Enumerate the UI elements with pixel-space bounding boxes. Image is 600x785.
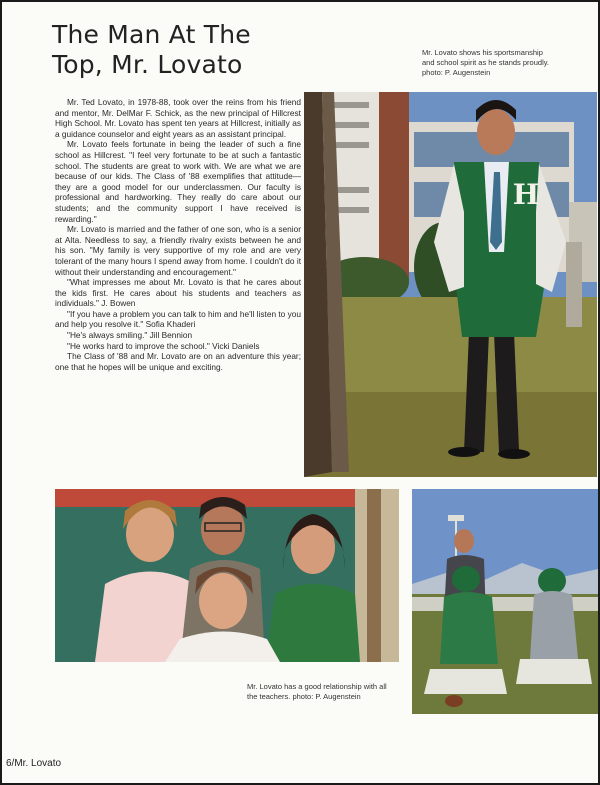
title-line-1: The Man At The xyxy=(52,20,251,49)
article-paragraph: Mr. Ted Lovato, in 1978-88, took over the reins from his friend and mentor, Mr. DelMar F. Schick, as the new principal of Hillcrest High School. Mr. Lovato has spent ten years at Hillcrest, initially as a guidance counselor and eight years as an assistant principal. xyxy=(55,97,301,139)
article-body xyxy=(55,97,301,372)
teachers-photo-caption xyxy=(247,682,412,702)
football-photo xyxy=(412,489,598,714)
article-paragraph: "What impresses me about Mr. Lovato is that he cares about the kids first. He cares about his students and teachers as individuals." J. Bowen xyxy=(55,277,301,309)
caption-line-1: Mr. Lovato has a good relationship with all xyxy=(247,682,387,691)
caption-line-3: photo: P. Augenstein xyxy=(422,68,491,77)
article-paragraph: "He works hard to improve the school." Vicki Daniels xyxy=(67,340,260,351)
caption-line-2: and school spirit as he stands proudly. xyxy=(422,58,550,67)
title-line-2: Top, Mr. Lovato xyxy=(52,50,243,79)
article-paragraph: "If you have a problem you can talk to him and he'll listen to you and help you resolve it." Sofia Khaderi xyxy=(55,308,301,330)
caption-line-2: the teachers. photo: P. Augenstein xyxy=(247,692,361,701)
caption-line-1: Mr. Lovato shows his sportsmanship xyxy=(422,48,543,57)
article-paragraph: Mr. Lovato feels fortunate in being the leader of such a fine school as Hillcrest. "I feel very fortunate to be at such a fantastic school. The students are great to work with. We are what we are because of our kids. The Class of '88 exemplifies that attitude— they are a good model for our underclassmen. Our faculty is professional and hardworking. They really do care about our students; and the community support I have received is rewarding." xyxy=(55,139,301,224)
article-paragraph: The Class of '88 and Mr. Lovato are on an adventure this year; one that he hopes will be unique and exciting. xyxy=(55,351,301,372)
page-folio: 6/Mr. Lovato xyxy=(6,758,62,769)
principal-photo xyxy=(304,92,597,477)
jacket-letter: H xyxy=(512,178,540,211)
article-paragraph: "He's always smiling." Jill Bennion xyxy=(67,330,193,341)
page-title xyxy=(52,20,302,80)
article-paragraph: Mr. Lovato is married and the father of one son, who is a senior at Alta. Needless to say, a friendly rivalry exists between he and his son. "My family is very supportive of my role and are very tolerant of the many hours I spend away from home. I couldn't do it without their understanding and encouragement." xyxy=(55,224,301,277)
main-photo-caption xyxy=(422,48,582,78)
teachers-photo xyxy=(55,489,399,662)
